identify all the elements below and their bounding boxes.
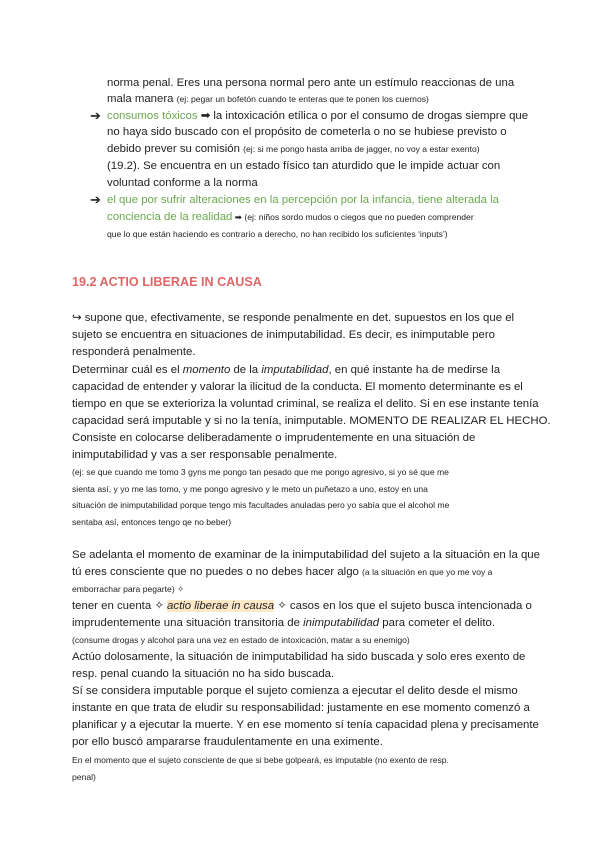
text-line: voluntad conforme a la norma	[107, 177, 258, 189]
example-line: (ej: se que cuando me tomo 3 gyns me pongo tan pesado que me pongo agresivo, si yo sé que me	[72, 467, 449, 477]
text-line: sujeto se encuentra en situaciones de inimputabilidad. Es decir, es inimputable pero	[72, 329, 495, 341]
bullet-label: consumos tóxicos	[107, 110, 198, 122]
text-line: conciencia de la realidad ➡ (ej: niños sordo mudos o ciegos que no pueden comprender	[107, 211, 474, 223]
text-line: (19.2). Se encuentra en un estado físico tan aturdido que le impide actuar con	[107, 160, 501, 172]
example-line: sentaba así, entonces tengo qe no beber)	[72, 517, 232, 527]
text-line: que lo que están haciendo es contrario a derecho, no han recibido los suficientes ‘inputs’)	[107, 229, 448, 239]
bullet-line: el que por sufrir alteraciones en la percepción por la infancia, tiene alterada la	[107, 194, 499, 206]
arrow-bullet-icon: ➔	[90, 192, 101, 207]
text-line: tú eres consciente que no puedes o no debes hacer algo (a la situación en que yo me voy a	[72, 566, 493, 578]
bullet-line: consumos tóxicos ➡ la intoxicación etílica o por el consumo de drogas siempre que	[107, 110, 529, 122]
text-line: ↪ supone que, efectivamente, se responde penalmente en det. supuestos en los que el	[72, 312, 515, 324]
text-line: imprudentemente una situación transitoria de inimputabilidad para cometer el delito.	[72, 617, 495, 629]
text-line: tener en cuenta ✧ actio liberae in causa ✧ casos en los que el sujeto busca intencionada o	[72, 600, 532, 612]
text-line: (consume drogas y alcohol para una vez en estado de intoxicación, matar a su enemigo)	[72, 635, 410, 645]
text-line: Sí se considera imputable porque el sujeto comienza a ejecutar el delito desde el mismo	[72, 685, 518, 697]
example-line: sienta así, y yo me las tomo, y me pongo agresivo y le meto un puñetazo a uno, estoy en una	[72, 484, 428, 494]
text-line: emborrachar para pegarte) ✧	[72, 584, 185, 594]
text-line: responderá penalmente.	[72, 346, 196, 358]
text-line: norma penal. Eres una persona normal pero ante un estímulo reaccionas de una	[107, 77, 515, 89]
text-line: inimputabilidad y vas a ser responsable penalmente.	[72, 449, 338, 461]
text-line: no haya sido buscado con el propósito de cometerla o no se hubiese previsto o	[107, 126, 507, 138]
text-line: Se adelanta el momento de examinar de la inimputabilidad del sujeto a la situación en la que	[72, 549, 540, 561]
text-line: Consiste en colocarse deliberadamente o imprudentemente en una situación de	[72, 432, 476, 444]
highlighted-term: actio liberae in causa	[167, 600, 275, 612]
text-line: por ello buscó ampararse fraudulentamente en una eximente.	[72, 736, 383, 748]
arrow-bullet-icon: ➔	[90, 108, 101, 123]
text-line: Actúo dolosamente, la situación de inimputabilidad ha sido buscada y solo eres exento de	[72, 651, 526, 663]
section-heading: 19.2 ACTIO LIBERAE IN CAUSA	[72, 275, 262, 289]
text-line: En el momento que el sujeto consciente de que si bebe golpeará, es imputable (no exento de resp.	[72, 755, 449, 765]
text-line: capacidad será imputable y si no la tenía, inimputable. MOMENTO DE REALIZAR EL HECHO.	[72, 415, 551, 427]
text-line: tiempo en que se exterioriza la voluntad criminal, se realiza el delito. Si en ese instante tenía	[72, 398, 539, 410]
text-line: penal)	[72, 772, 96, 782]
example-line: situación de inimputabilidad porque tengo mis facultades anuladas pero yo sabía que el alcohol me	[72, 500, 450, 510]
text-line: debido prever su comisión (ej: si me pongo hasta arriba de jagger, no voy a estar exento)	[107, 143, 480, 155]
text-line: planificar y a ejecutar la muerte. Y en ese momento sí tenía capacidad plena y precisamente	[72, 719, 539, 731]
text-line: Determinar cuál es el momento de la imputabilidad, en qué instante ha de medirse la	[72, 364, 501, 376]
text-line: instante en que trata de eludir su responsabilidad: justamente en ese momento comenzó a	[72, 702, 530, 714]
text-line: resp. penal cuando la situación no ha sido buscada.	[72, 668, 335, 680]
text-line: capacidad de entender y valorar la ilicitud de la conducta. El momento determinante es el	[72, 381, 523, 393]
text-line: mala manera (ej: pegar un bofetón cuando te enteras que te ponen los cuernos)	[107, 93, 429, 105]
